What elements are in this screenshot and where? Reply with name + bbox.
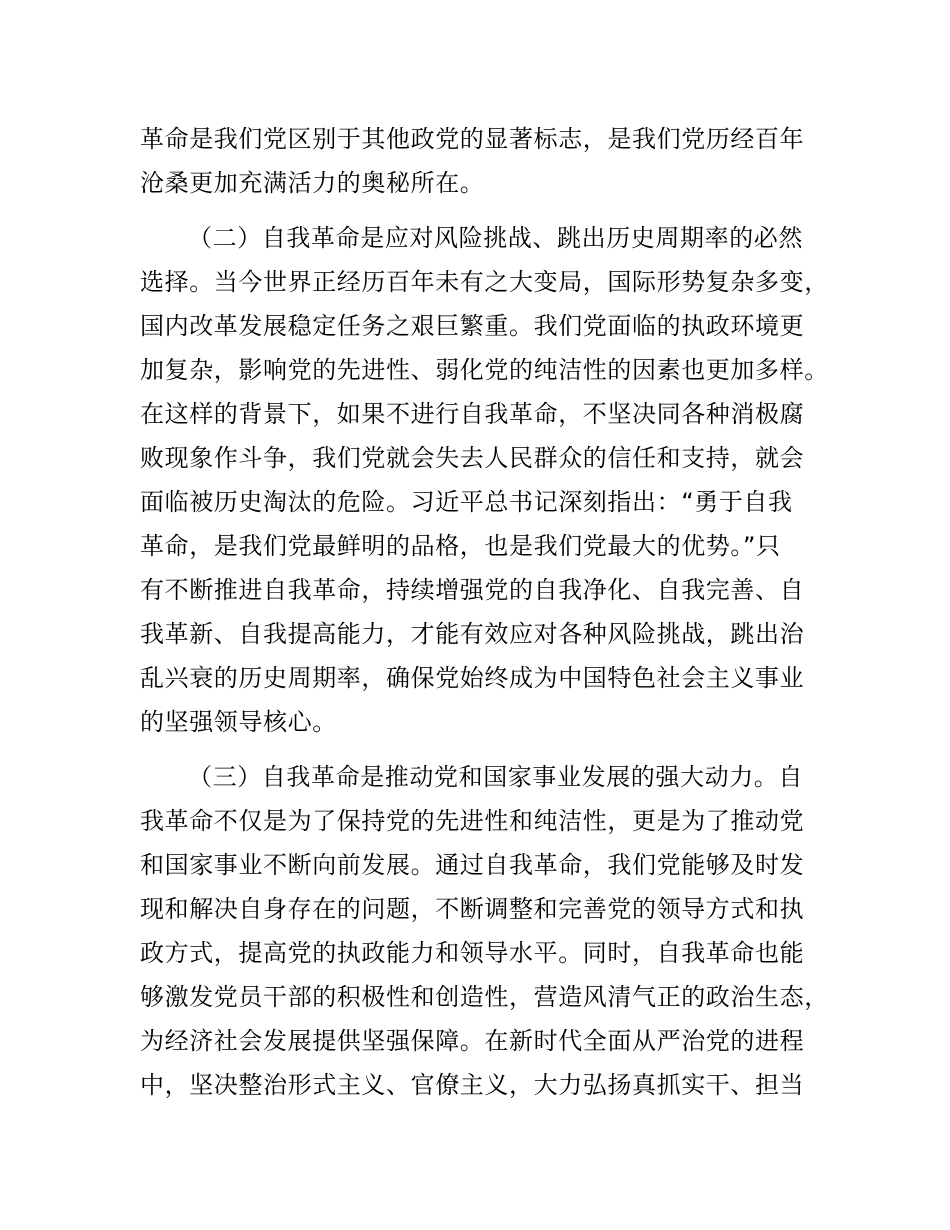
paragraph-gap [140, 744, 840, 755]
text-line: 现和解决自身存在的问题，不断调整和完善党的领导方式和执 [140, 895, 805, 923]
paragraph-2 [140, 216, 840, 744]
text-line: （二）自我革命是应对风险挑战、跳出历史周期率的必然 [188, 224, 803, 252]
text-line: 革命，是我们党最鲜明的品格，也是我们党最大的优势。”只 [140, 532, 781, 560]
document-body [140, 117, 840, 1107]
text-line: 乱兴衰的历史周期率，确保党始终成为中国特色社会主义事业 [140, 664, 805, 692]
text-line: 国内改革发展稳定任务之艰巨繁重。我们党面临的执政环境更 [140, 312, 805, 340]
text-line: 够激发党员干部的积极性和创造性，营造风清气正的政治生态， [140, 983, 829, 1011]
paragraph-1 [140, 117, 840, 205]
text-line: 在这样的背景下，如果不进行自我革命，不坚决同各种消极腐 [140, 400, 805, 428]
text-line: 沧桑更加充满活力的奥秘所在。 [140, 169, 485, 197]
text-line: 加复杂，影响党的先进性、弱化党的纯洁性的因素也更加多样。 [140, 356, 829, 384]
text-line: 面临被历史淘汰的危险。习近平总书记深刻指出：“勇于自我 [140, 488, 793, 516]
text-line: 我革新、自我提高能力，才能有效应对各种风险挑战，跳出治 [140, 620, 805, 648]
text-line: 败现象作斗争，我们党就会失去人民群众的信任和支持，就会 [140, 444, 805, 472]
text-line: 的坚强领导核心。 [140, 708, 337, 736]
text-line: 和国家事业不断向前发展。通过自我革命，我们党能够及时发 [140, 851, 805, 879]
text-line: 有不断推进自我革命，持续增强党的自我净化、自我完善、自 [140, 576, 805, 604]
text-line: 革命是我们党区别于其他政党的显著标志，是我们党历经百年 [140, 125, 805, 153]
text-line: （三）自我革命是推动党和国家事业发展的强大动力。自 [188, 763, 803, 791]
paragraph-3 [140, 755, 840, 1107]
text-line: 选择。当今世界正经历百年未有之大变局，国际形势复杂多变， [140, 268, 829, 296]
text-line: 政方式，提高党的执政能力和领导水平。同时，自我革命也能 [140, 939, 805, 967]
text-line: 我革命不仅是为了保持党的先进性和纯洁性，更是为了推动党 [140, 807, 805, 835]
text-line: 为经济社会发展提供坚强保障。在新时代全面从严治党的进程 [140, 1027, 805, 1055]
text-line: 中，坚决整治形式主义、官僚主义，大力弘扬真抓实干、担当 [140, 1071, 805, 1099]
paragraph-gap [140, 205, 840, 216]
